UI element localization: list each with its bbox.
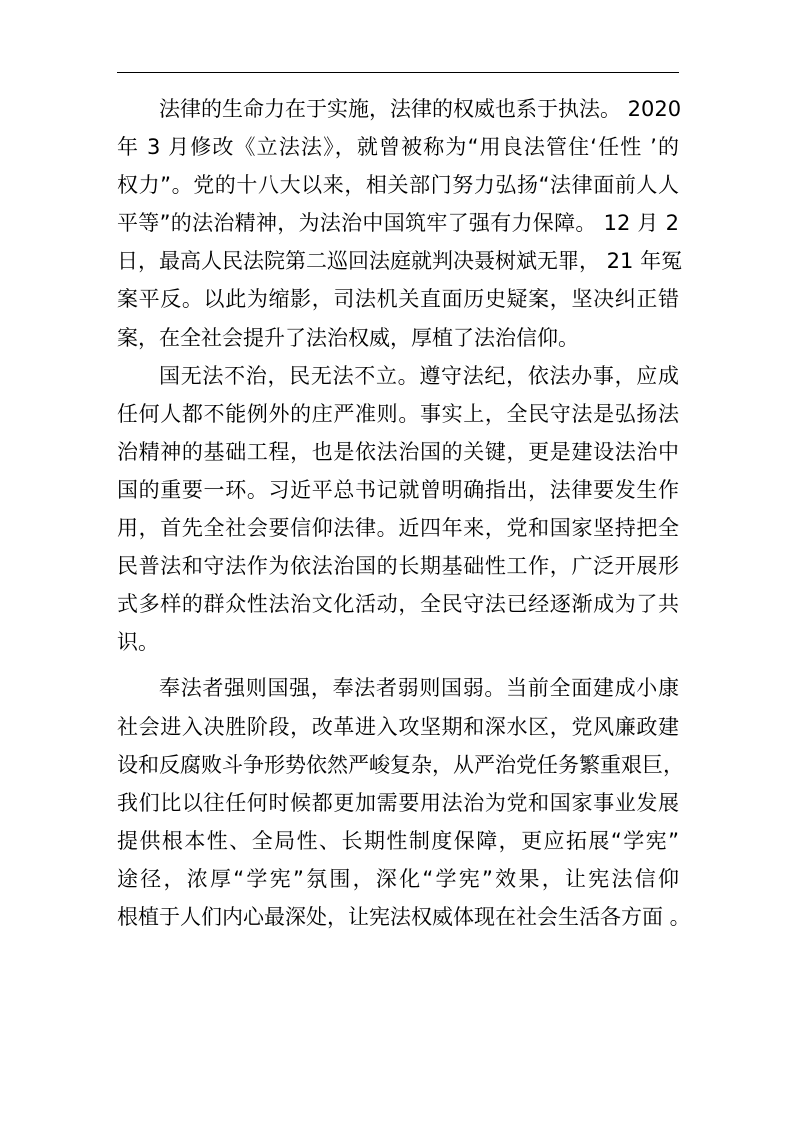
text-line: 奉法者强则国强，奉法者弱则国弱。当前全面建成小康 bbox=[159, 676, 679, 701]
text-line: 式多样的群众性法治文化活动，全民守法已经逐渐成为了共 bbox=[117, 592, 679, 617]
text-line: 我们比以往任何时候都更加需要用法治为党和国家事业发展 bbox=[117, 790, 679, 815]
text-line: 用，首先全社会要信仰法律。近四年来，党和国家坚持把全 bbox=[117, 516, 679, 541]
text-line: 法律的生命力在于实施，法律的权威也系于执法。 2020 bbox=[159, 97, 682, 121]
paragraph-1 bbox=[117, 90, 683, 357]
text-line: 设和反腐败斗争形势依然严峻复杂，从严治党任务繁重艰巨， bbox=[117, 752, 684, 777]
text-line: 提供根本性、全局性、长期性制度保障，更应拓展“学宪” bbox=[117, 828, 679, 853]
text-line: 任何人都不能例外的庄严准则。事实上，全民守法是弘扬法 bbox=[117, 401, 679, 426]
paragraph-gap bbox=[117, 661, 679, 669]
text-line: 途径，浓厚“学宪”氛围，深化“学宪”效果，让宪法信仰 bbox=[117, 866, 679, 891]
paragraph-3 bbox=[117, 669, 691, 936]
document-body bbox=[117, 90, 691, 936]
text-line: 根植于人们内心最深处，让宪法权威体现在社会生活各方面 。 bbox=[117, 904, 691, 929]
text-line: 国的重要一环。习近平总书记就曾明确指出，法律要发生作 bbox=[117, 477, 679, 502]
text-line: 案，在全社会提升了法治权威，厚植了法治信仰。 bbox=[117, 325, 579, 350]
text-line: 权力”。党的十八大以来，相关部门努力弘扬“法律面前人人 bbox=[117, 173, 679, 198]
text-line: 民普法和守法作为依法治国的长期基础性工作，广泛开展形 bbox=[117, 554, 679, 579]
text-line: 案平反。以此为缩影，司法机关直面历史疑案，坚决纠正错 bbox=[117, 287, 679, 312]
text-line: 治精神的基础工程，也是依法治国的关键，更是建设法治中 bbox=[117, 439, 679, 464]
text-line: 年 3 月修改《立法法》，就曾被称为“用良法管住‘任性 ’的 bbox=[117, 135, 679, 160]
text-line: 国无法不治，民无法不立。遵守法纪，依法办事，应成 bbox=[159, 363, 679, 388]
paragraph-2 bbox=[117, 357, 679, 662]
text-line: 日，最高人民法院第二巡回法庭就判决聂树斌无罪， 21 年冤 bbox=[117, 249, 683, 274]
text-line: 社会进入决胜阶段，改革进入攻坚期和深水区，党风廉政建 bbox=[117, 714, 679, 739]
header-rule bbox=[117, 72, 679, 73]
text-line: 识。 bbox=[117, 630, 159, 655]
text-line: 平等”的法治精神，为法治中国筑牢了强有力保障。 12 月 2 bbox=[117, 211, 679, 236]
